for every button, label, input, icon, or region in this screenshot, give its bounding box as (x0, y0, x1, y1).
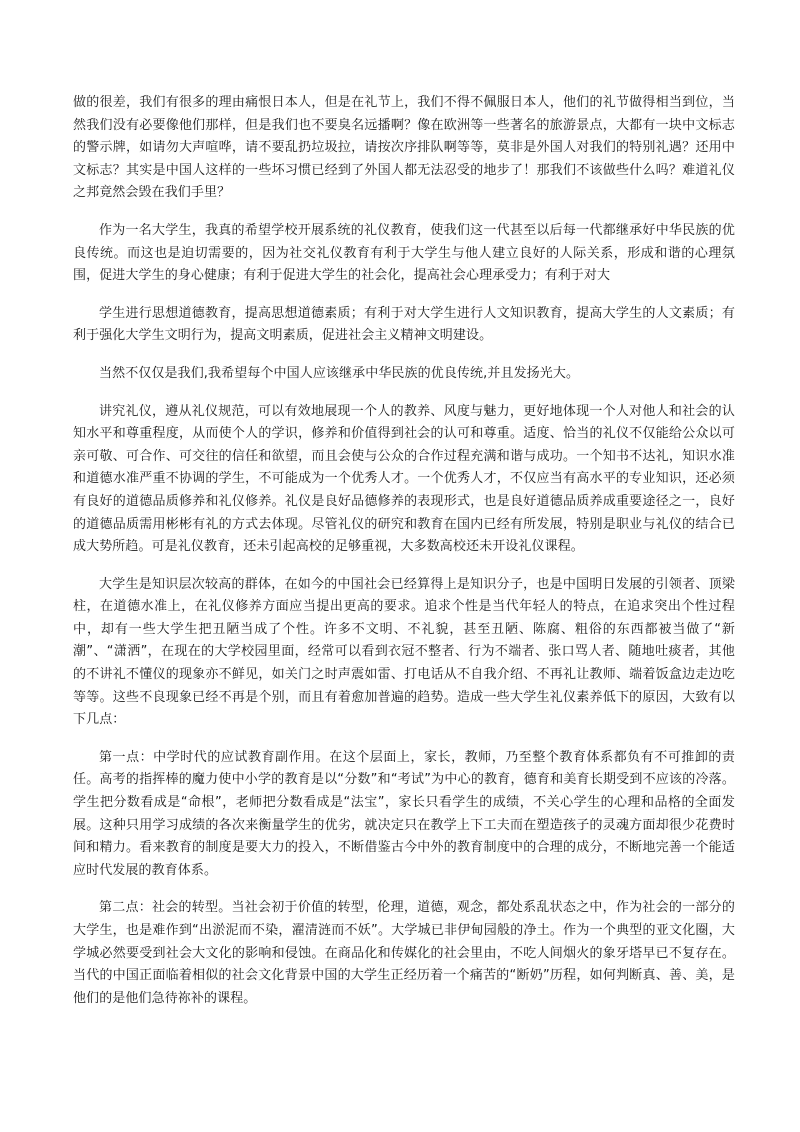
paragraph-4: 当然不仅仅是我们,我希望每个中国人应该继承中华民族的优良传统,并且发扬光大。 (99, 365, 580, 381)
paragraph-3: 学生进行思想道德教育，提高思想道德素质；有利于对大学生进行人文知识教育，提高大学生的人文素质；有利于强化大学生文明行为，提高文明素质，促进社会主义精神文明建设。 (73, 305, 735, 344)
paragraph-5: 讲究礼仪，遵从礼仪规范，可以有效地展现一个人的教养、风度与魅力，更好地体现一个人对他人和社会的认知水平和尊重程度，从而使个人的学识，修养和价值得到社会的认可和尊重。适度、恰当的礼仪不仅能给公众以可亲可敬、可合作、可交往的信任和欲望，而且会使与公众的合作过程充满和谐与成功。一个知书不达礼，知识水准和道德水准严重不协调的学生，不可能成为一个优秀人才。一个优秀人才，不仅应当有高水平的专业知识，还必须有良好的道德品质修养和礼仪修养。礼仪是良好品德修养的表现形式，也是良好道德品质养成重要途径之一，良好的道德品质需用彬彬有礼的方式去体现。尽管礼仪的研究和教育在国内已经有所发展，特别是职业与礼仪的结合已成大势所趋。可是礼仪教育，还未引起高校的足够重视，大多数高校还未开设礼仪课程。 (73, 403, 735, 555)
paragraph-6: 大学生是知识层次较高的群体，在如今的中国社会已经算得上是知识分子，也是中国明日发展的引领者、顶梁柱，在道德水准上，在礼仪修养方面应当提出更高的要求。追求个性是当代年轻人的特点，在追求突出个性过程中，却有一些大学生把丑陋当成了个性。许多不文明、不礼貌，甚至丑陋、陈腐、粗俗的东西都被当做了“新潮”、“潇洒”，在现在的大学校园里面，经常可以看到衣冠不整者、行为不端者、张口骂人者、随地吐痰者，其他的不讲礼不懂仪的现象亦不鲜见，如关门之时声震如雷、打电话从不自我介绍、不再礼让教师、端着饭盒边走边吃等等。这些不良现象已经不再是个别，而且有着愈加普遍的趋势。造成一些大学生礼仪素养低下的原因，大致有以下几点： (73, 576, 735, 728)
paragraph-2: 作为一名大学生，我真的希望学校开展系统的礼仪教育，使我们这一代甚至以后每一代都继承好中华民族的优良传统。而这也是迫切需要的，因为社交礼仪教育有利于大学生与他人建立良好的人际关系，形成和谐的心理氛围，促进大学生的身心健康；有利于促进大学生的社会化，提高社会心理承受力；有利于对大 (73, 222, 735, 284)
paragraph-8: 第二点：社会的转型。当社会初于价值的转型，伦理，道德，观念，都处系乱状态之中，作为社会的一部分的大学生，也是难作到“出淤泥而不染，濯清涟而不妖”。大学城已非伊甸园般的净土。作为一个典型的亚文化圈，大学城必然要受到社会大文化的影响和侵蚀。在商品化和传媒化的社会里由，不吃人间烟火的象牙塔早已不复存在。当代的中国正面临着相似的社会文化背景中国的大学生正经历着一个痛苦的“断奶”历程，如何判断真、善、美，是他们的是他们急待祢补的课程。 (73, 900, 735, 1006)
paragraph-7: 第一点：中学时代的应试教育副作用。在这个层面上，家长，教师，乃至整个教育体系都负有不可推卸的责任。高考的指挥棒的魔力使中小学的教育是以“分数”和“考试”为中心的教育，德育和美育长期受到不应该的冷落。学生把分数看成是“命根”，老师把分数看成是“法宝”，家长只看学生的成绩，不关心学生的心理和品格的全面发展。这种只用学习成绩的各次来衡量学生的优劣，就决定只在教学上下工夫而在塑造孩子的灵魂方面却很少花费时间和精力。看来教育的制度是要大力的投入，不断借鉴古今中外的教育制度中的合理的成分，不断地完善一个能适应时代发展的教育体系。 (73, 749, 735, 878)
document-page (73, 92, 735, 1025)
paragraph-1: 做的很差，我们有很多的理由痛恨日本人，但是在礼节上，我们不得不佩服日本人，他们的礼节做得相当到位，当然我们没有必要像他们那样，但是我们也不要臭名远播啊？像在欧洲等一些著名的旅游景点，大都有一块中文标志的警示牌，如请勿大声喧哗，请不要乱扔垃圾拉，请按次序排队啊等等，莫非是外国人对我们的特别礼遇？还用中文标志？其实是中国人这样的一些坏习惯已经到了外国人都无法忍受的地步了！那我们不该做些什么吗？难道礼仪之邦竟然会毁在我们手里？ (73, 95, 735, 201)
